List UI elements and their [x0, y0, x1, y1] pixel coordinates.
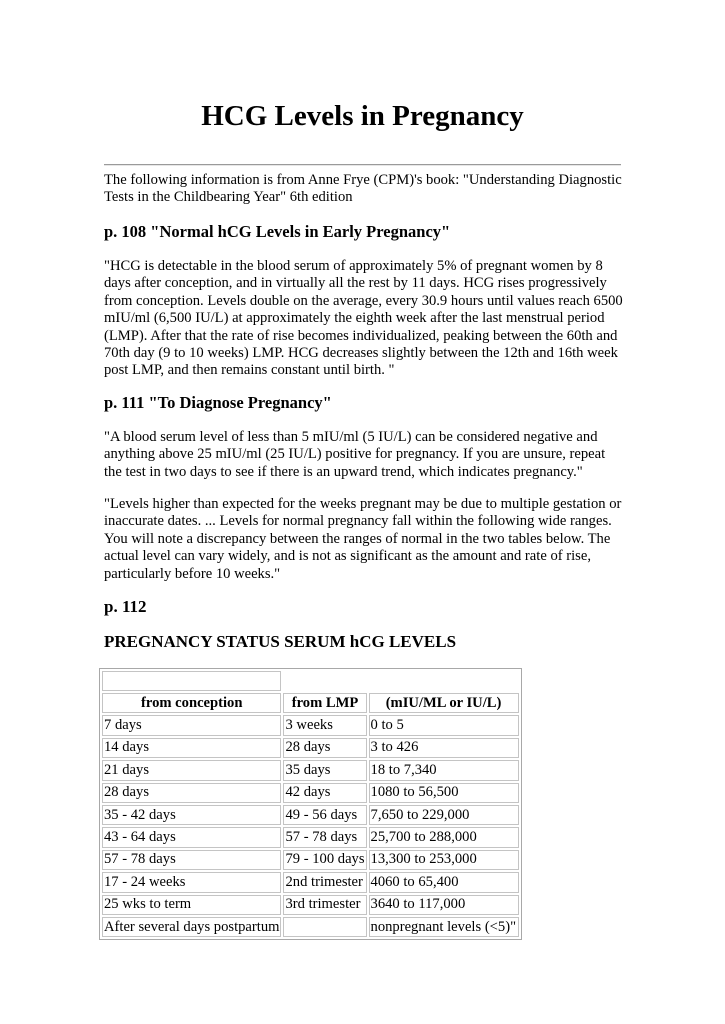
cell-from-lmp: 2nd trimester [283, 872, 366, 892]
cell-hcg-level: 1080 to 56,500 [369, 783, 519, 803]
table-header-row [102, 693, 519, 713]
cell-from-conception: 57 - 78 days [102, 850, 281, 870]
horizontal-rule [104, 164, 621, 166]
page-title: HCG Levels in Pregnancy [201, 100, 524, 132]
cell-from-conception: 21 days [102, 760, 281, 780]
levels-paragraph: "Levels higher than expected for the weeks pregnant may be due to multiple gestation or inaccurate dates. ... Levels for normal pregnancy fall within the following wide ranges. You will note a discrepancy between the ranges of normal in the two tables below. The actual level can vary widely, and is not as significant as the amount and rate of rise, particularly before 10 weeks." [104, 496, 622, 582]
table-row [102, 783, 519, 803]
cell-from-lmp: 3 weeks [283, 715, 366, 735]
cell-from-lmp: 79 - 100 days [283, 850, 366, 870]
cell-from-conception: 14 days [102, 738, 281, 758]
cell-from-lmp: 49 - 56 days [283, 805, 366, 825]
section-heading-diagnose: p. 111 "To Diagnose Pregnancy" [104, 393, 332, 412]
table-row [102, 917, 519, 937]
cell-from-lmp: 28 days [283, 738, 366, 758]
table-row [102, 850, 519, 870]
cell-hcg-level: 13,300 to 253,000 [369, 850, 519, 870]
table-empty-cell [102, 671, 281, 691]
cell-hcg-level: 7,650 to 229,000 [369, 805, 519, 825]
intro-paragraph: The following information is from Anne Frye (CPM)'s book: "Understanding Diagnostic Tests in the Childbearing Year" 6th edition [104, 172, 622, 206]
header-from-lmp: from LMP [283, 693, 366, 713]
cell-hcg-level: 3640 to 117,000 [369, 895, 519, 915]
cell-from-lmp: 42 days [283, 783, 366, 803]
cell-hcg-level: 4060 to 65,400 [369, 872, 519, 892]
header-from-conception: from conception [102, 693, 281, 713]
diagnose-paragraph: "A blood serum level of less than 5 mIU/ml (5 IU/L) can be considered negative and anything above 25 mIU/ml (25 IU/L) positive for pregnancy. If you are unsure, repeat the test in two days to see if there is an upward trend, which indicates pregnancy." [104, 429, 606, 480]
cell-from-conception: 28 days [102, 783, 281, 803]
cell-from-conception: 43 - 64 days [102, 827, 281, 847]
normal-levels-paragraph: "HCG is detectable in the blood serum of approximately 5% of pregnant women by 8 days after conception, and in virtually all the rest by 11 days. HCG rises progressively from conception. Levels double on the average, every 30.9 hours until values reach 6500 mIU/ml (6,500 IU/L) at approximately the eighth week after the last menstrual period (LMP). After that the rate of rise becomes individualized, peaking between the 60th and 70th day (9 to 10 weeks) LMP. HCG decreases slightly between the 12th and 16th week post LMP, and then remains constant until birth. " [104, 258, 623, 379]
cell-from-lmp: 35 days [283, 760, 366, 780]
table-empty-row [102, 671, 519, 691]
cell-hcg-level: 0 to 5 [369, 715, 519, 735]
table-row [102, 805, 519, 825]
section-heading-page-112: p. 112 [104, 597, 147, 616]
table-title: PREGNANCY STATUS SERUM hCG LEVELS [104, 632, 457, 651]
cell-from-lmp: 3rd trimester [283, 895, 366, 915]
table-row [102, 760, 519, 780]
section-heading-normal-levels: p. 108 "Normal hCG Levels in Early Pregnancy" [104, 222, 451, 241]
table-row [102, 895, 519, 915]
cell-from-lmp: 57 - 78 days [283, 827, 366, 847]
cell-from-conception: 7 days [102, 715, 281, 735]
table-blank-cell [283, 671, 366, 691]
cell-from-conception: 25 wks to term [102, 895, 281, 915]
cell-hcg-level: nonpregnant levels (<5)" [369, 917, 519, 937]
header-units: (mIU/ML or IU/L) [369, 693, 519, 713]
hcg-levels-table [99, 668, 522, 940]
cell-hcg-level: 3 to 426 [369, 738, 519, 758]
cell-hcg-level: 25,700 to 288,000 [369, 827, 519, 847]
table-row [102, 715, 519, 735]
table-row [102, 827, 519, 847]
table-blank-cell [369, 671, 519, 691]
cell-from-conception: 35 - 42 days [102, 805, 281, 825]
table-row [102, 872, 519, 892]
cell-from-lmp [283, 917, 366, 937]
cell-from-conception: After several days postpartum [102, 917, 281, 937]
table-row [102, 738, 519, 758]
cell-hcg-level: 18 to 7,340 [369, 760, 519, 780]
cell-from-conception: 17 - 24 weeks [102, 872, 281, 892]
